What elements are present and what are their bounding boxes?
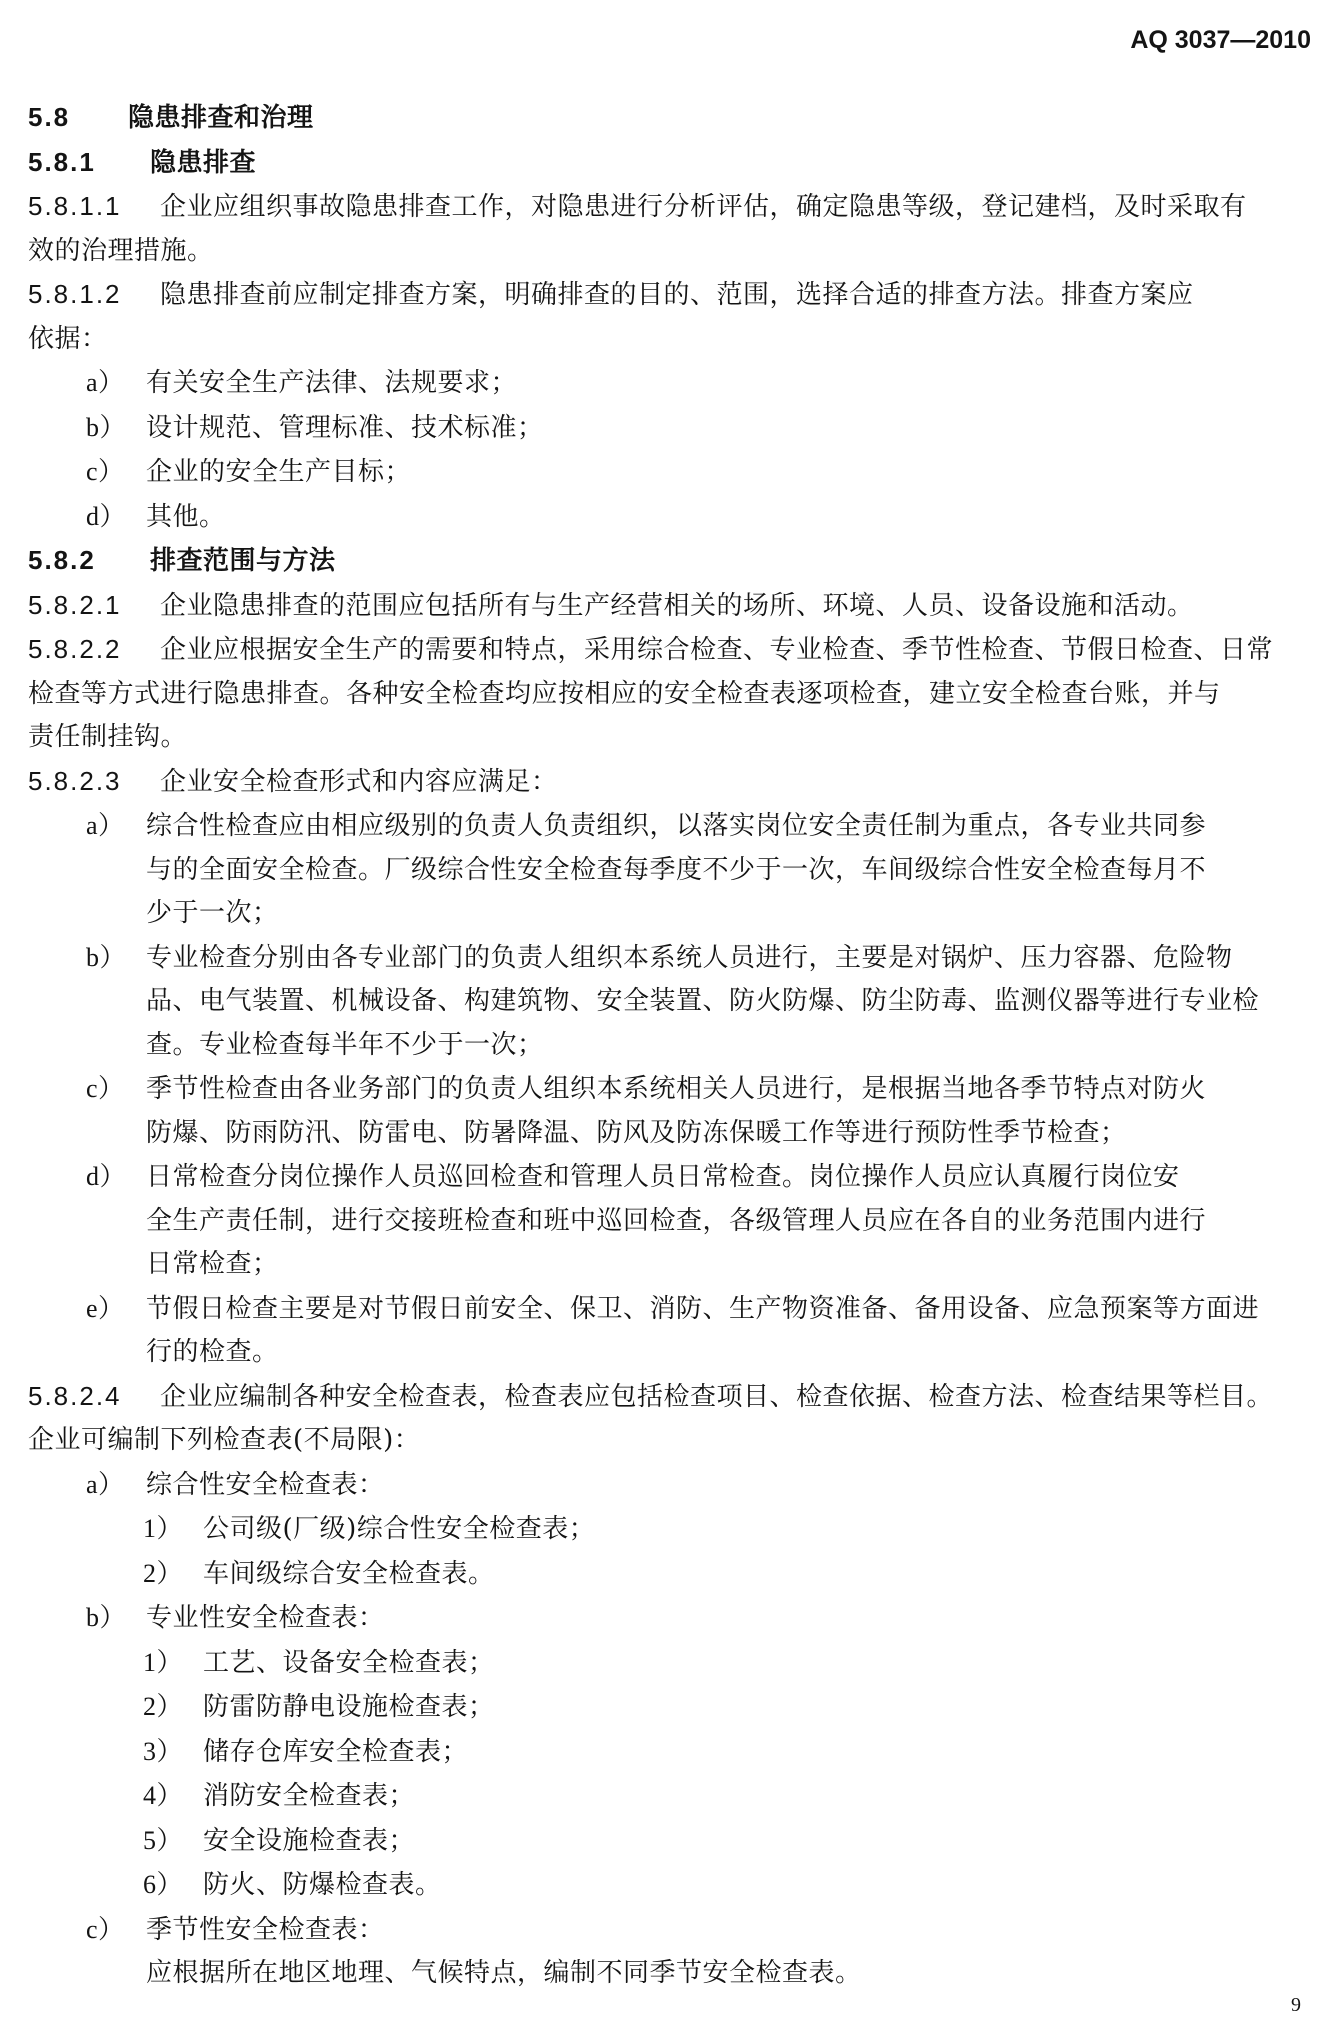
document-code: AQ 3037—2010 bbox=[1130, 26, 1311, 54]
sub-list-item: 6） 防火、防爆检查表。 bbox=[143, 1870, 442, 1900]
section-heading-5-8: 5.8 隐患排查和治理 bbox=[28, 102, 314, 133]
sub-list-item: 4） 消防安全检查表； bbox=[143, 1781, 416, 1811]
clause-5-8-1-1-cont: 效的治理措施。 bbox=[28, 235, 214, 266]
section-heading-5-8-1: 5.8.1 隐患排查 bbox=[28, 146, 257, 178]
list-item-cont: 日常检查； bbox=[146, 1249, 279, 1279]
sub-list-item: 2） 防雷防静电设施检查表； bbox=[143, 1692, 495, 1722]
section-heading-5-8-2: 5.8.2 排查范围与方法 bbox=[28, 545, 336, 576]
list-item-cont: 应根据所在地区地理、气候特点，编制不同季节安全检查表。 bbox=[146, 1958, 862, 1988]
list-item: a） 综合性检查应由相应级别的负责人负责组织，以落实岗位安全责任制为重点，各专业共同参 bbox=[86, 811, 1207, 841]
sub-list-item: 5） 安全设施检查表； bbox=[143, 1825, 416, 1856]
clause-5-8-1-2-cont: 依据： bbox=[28, 323, 108, 354]
list-item: b） 专业性安全检查表： bbox=[86, 1603, 385, 1633]
sub-list-item: 3） 储存仓库安全检查表； bbox=[143, 1736, 469, 1767]
page-number: 9 bbox=[1291, 1994, 1301, 2016]
clause-5-8-2-1: 5.8.2.1 企业隐患排查的范围应包括所有与生产经营相关的场所、环境、人员、设备设施和活动。 bbox=[28, 589, 1194, 621]
clause-5-8-2-2: 5.8.2.2 企业应根据安全生产的需要和特点，采用综合检查、专业检查、季节性检查、节假日检查、日常 bbox=[28, 634, 1274, 665]
list-item: d） 其他。 bbox=[86, 501, 226, 532]
sub-list-item: 2） 车间级综合安全检查表。 bbox=[143, 1558, 495, 1589]
clause-5-8-2-3: 5.8.2.3 企业安全检查形式和内容应满足： bbox=[28, 765, 558, 797]
list-item-cont: 全生产责任制，进行交接班检查和班中巡回检查，各级管理人员应在各自的业务范围内进行 bbox=[146, 1205, 1207, 1236]
list-item: c） 季节性检查由各业务部门的负责人组织本系统相关人员进行，是根据当地各季节特点对防火 bbox=[86, 1074, 1207, 1104]
clause-5-8-1-1: 5.8.1.1 企业应组织事故隐患排查工作，对隐患进行分析评估，确定隐患等级，登记建档，及时采取有 bbox=[28, 191, 1247, 222]
list-item-cont: 查。专业检查每半年不少于一次； bbox=[146, 1029, 544, 1060]
document-body bbox=[28, 96, 1308, 1996]
list-item: e） 节假日检查主要是对节假日前安全、保卫、消防、生产物资准备、备用设备、应急预案等方面进 bbox=[86, 1293, 1260, 1324]
clause-5-8-2-4: 5.8.2.4 企业应编制各种安全检查表，检查表应包括检查项目、检查依据、检查方法、检查结果等栏目。 bbox=[28, 1380, 1274, 1412]
sub-list-item: 1） 公司级(厂级)综合性安全检查表； bbox=[143, 1514, 596, 1544]
clause-5-8-2-2-cont: 责任制挂钩。 bbox=[28, 722, 188, 752]
list-item: b） 专业检查分别由各专业部门的负责人组织本系统人员进行，主要是对锅炉、压力容器、危险物 bbox=[86, 942, 1233, 973]
sub-list-item: 1） 工艺、设备安全检查表； bbox=[143, 1647, 495, 1678]
clause-5-8-2-4-cont: 企业可编制下列检查表(不局限)： bbox=[28, 1425, 421, 1455]
list-item: c） 季节性安全检查表： bbox=[86, 1914, 385, 1945]
list-item-cont: 少于一次； bbox=[146, 898, 279, 928]
list-item-cont: 防爆、防雨防汛、防雷电、防暑降温、防风及防冻保暖工作等进行预防性季节检查； bbox=[146, 1117, 1127, 1148]
list-item: c） 企业的安全生产目标； bbox=[86, 457, 412, 487]
list-item-cont: 与的全面安全检查。厂级综合性安全检查每季度不少于一次，车间级综合性安全检查每月不 bbox=[146, 854, 1207, 885]
list-item-cont: 品、电气装置、机械设备、构建筑物、安全装置、防火防爆、防尘防毒、监测仪器等进行专业检 bbox=[146, 986, 1260, 1016]
list-item: d） 日常检查分岗位操作人员巡回检查和管理人员日常检查。岗位操作人员应认真履行岗位安 bbox=[86, 1162, 1180, 1192]
clause-5-8-2-2-cont: 检查等方式进行隐患排查。各种安全检查均应按相应的安全检查表逐项检查，建立安全检查台账，并与 bbox=[28, 678, 1221, 709]
list-item: a） 有关安全生产法律、法规要求； bbox=[86, 368, 518, 398]
list-item: a） 综合性安全检查表： bbox=[86, 1469, 385, 1500]
clause-5-8-1-2: 5.8.1.2 隐患排查前应制定排查方案，明确排查的目的、范围，选择合适的排查方法。排查方案应 bbox=[28, 279, 1194, 310]
list-item: b） 设计规范、管理标准、技术标准； bbox=[86, 412, 544, 443]
list-item-cont: 行的检查。 bbox=[146, 1337, 279, 1367]
